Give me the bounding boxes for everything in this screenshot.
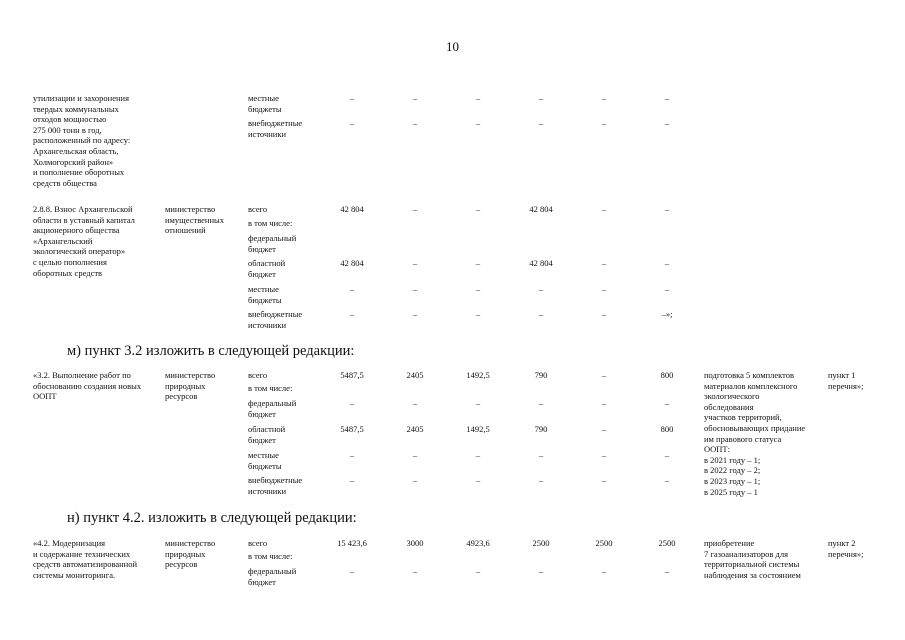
value-cell: – [601, 450, 607, 460]
value-cell: – [601, 204, 607, 214]
value-cell: – [538, 309, 544, 319]
block3-reference: пункт 1 перечня»; [828, 370, 864, 391]
value-cell: – [349, 309, 355, 319]
value-cell: – [601, 258, 607, 268]
value-cell: 5487,5 [340, 424, 364, 434]
value-cell: – [664, 284, 670, 294]
value-cell: – [412, 450, 418, 460]
value-cell: – [349, 118, 355, 128]
value-cell: – [664, 475, 670, 485]
value-cell: – [412, 204, 418, 214]
value-cell: – [349, 398, 355, 408]
value-cell: – [538, 93, 544, 103]
value-cell: – [664, 93, 670, 103]
block2-row-label: в том числе: [248, 218, 293, 228]
block4-executor: министерство природных ресурсов [165, 538, 216, 570]
block2-row-label: внебюджетные источники [248, 309, 303, 330]
value-cell: 800 [660, 424, 674, 434]
value-cell: – [412, 398, 418, 408]
value-cell: – [664, 118, 670, 128]
value-cell: 2500 [532, 538, 550, 548]
value-cell: – [475, 118, 481, 128]
block3-description: «3.2. Выполнение работ по обоснованию создания новых ООПТ [33, 370, 142, 402]
value-cell: – [601, 118, 607, 128]
value-cell: – [475, 258, 481, 268]
value-cell: – [601, 566, 607, 576]
block3-row-label: в том числе: [248, 383, 293, 393]
value-cell: – [538, 118, 544, 128]
value-cell: – [601, 93, 607, 103]
value-cell: – [475, 204, 481, 214]
heading-n: н) пункт 4.2. изложить в следующей редакции: [67, 510, 357, 526]
value-cell: 42 804 [340, 204, 364, 214]
value-cell: – [475, 475, 481, 485]
block3-executor: министерство природных ресурсов [165, 370, 216, 402]
block4-row-label: федеральный бюджет [248, 566, 297, 587]
page-number: 10 [446, 39, 459, 54]
block4-row-label: в том числе: [248, 551, 293, 561]
value-cell: 5487,5 [340, 370, 364, 380]
block4-result: приобретение 7 газоанализаторов для территориальной системы наблюдения за состоянием [704, 538, 801, 580]
value-cell: – [538, 475, 544, 485]
value-cell: – [601, 424, 607, 434]
value-cell: – [349, 475, 355, 485]
value-cell: 42 804 [529, 258, 553, 268]
value-cell: 1492,5 [466, 370, 490, 380]
block3-row-label: федеральный бюджет [248, 398, 297, 419]
value-cell: – [664, 450, 670, 460]
value-cell: 42 804 [340, 258, 364, 268]
value-cell: 790 [534, 370, 548, 380]
block3-result: подготовка 5 комплектов материалов комплексного экологического обследования участков территорий, обосновывающих придание им правового статуса ООПТ: в 2021 году – 1; в 2022 году – 2; в 2023 году – 1; в 2025 году – 1 [704, 370, 806, 497]
block2-row-label: областной бюджет [248, 258, 286, 279]
value-cell: – [349, 566, 355, 576]
value-cell: – [538, 450, 544, 460]
value-cell: 800 [660, 370, 674, 380]
value-cell: – [412, 93, 418, 103]
block4-row-label: всего [248, 538, 268, 548]
block3-row-label: внебюджетные источники [248, 475, 303, 496]
value-cell: – [601, 475, 607, 485]
value-cell: – [601, 398, 607, 408]
value-cell: – [664, 566, 670, 576]
block2-row-label: всего [248, 204, 268, 214]
block3-row-label: областной бюджет [248, 424, 286, 445]
value-cell: – [475, 309, 481, 319]
value-cell: – [412, 475, 418, 485]
value-cell: – [601, 370, 607, 380]
block2-row-label: местные бюджеты [248, 284, 282, 305]
value-cell: 2500 [595, 538, 613, 548]
value-cell: – [664, 204, 670, 214]
value-cell: – [601, 309, 607, 319]
value-cell: – [475, 566, 481, 576]
block1-description: утилизации и захоронения твердых коммунальных отходов мощностью 275 000 тонн в год, расположенный по адресу: Архангельская область, Холмогорский район» и пополнение оборотных средств общества [33, 93, 131, 188]
value-cell: – [664, 398, 670, 408]
value-cell: 15 423,6 [337, 538, 367, 548]
value-cell: 2500 [658, 538, 676, 548]
value-cell: 42 804 [529, 204, 553, 214]
heading-m: м) пункт 3.2 изложить в следующей редакции: [67, 343, 355, 359]
value-cell: – [475, 450, 481, 460]
block1-row-label: внебюджетные источники [248, 118, 303, 139]
block3-row-label: всего [248, 370, 268, 380]
block3-row-label: местные бюджеты [248, 450, 282, 471]
value-cell: – [412, 284, 418, 294]
block2-row-label: федеральный бюджет [248, 233, 297, 254]
value-cell: – [412, 309, 418, 319]
block4-description: «4.2. Модернизация и содержание технических средств автоматизированной системы мониторинга. [33, 538, 138, 580]
value-cell: – [538, 284, 544, 294]
value-cell: 4923,6 [466, 538, 490, 548]
block2-description: 2.8.8. Взнос Архангельской области в уставный капитал акционерного общества «Архангельский экологический оператор» с целью пополнения оборотных средств [33, 204, 135, 278]
block1-row-label: местные бюджеты [248, 93, 282, 114]
value-cell: – [475, 398, 481, 408]
value-cell: – [412, 258, 418, 268]
value-cell: – [538, 398, 544, 408]
value-cell: – [601, 284, 607, 294]
value-cell: 2405 [406, 424, 424, 434]
value-cell: – [664, 258, 670, 268]
value-cell: – [475, 284, 481, 294]
value-cell: 2405 [406, 370, 424, 380]
value-cell: – [475, 93, 481, 103]
value-cell: – [349, 93, 355, 103]
value-cell: 1492,5 [466, 424, 490, 434]
value-cell: 790 [534, 424, 548, 434]
value-cell: – [412, 566, 418, 576]
value-cell: 3000 [406, 538, 424, 548]
value-cell: – [349, 450, 355, 460]
value-cell: – [538, 566, 544, 576]
value-cell: –»; [661, 309, 673, 319]
block2-executor: министерство имущественных отношений [165, 204, 224, 236]
value-cell: – [349, 284, 355, 294]
block4-reference: пункт 2 перечня»; [828, 538, 864, 559]
value-cell: – [412, 118, 418, 128]
